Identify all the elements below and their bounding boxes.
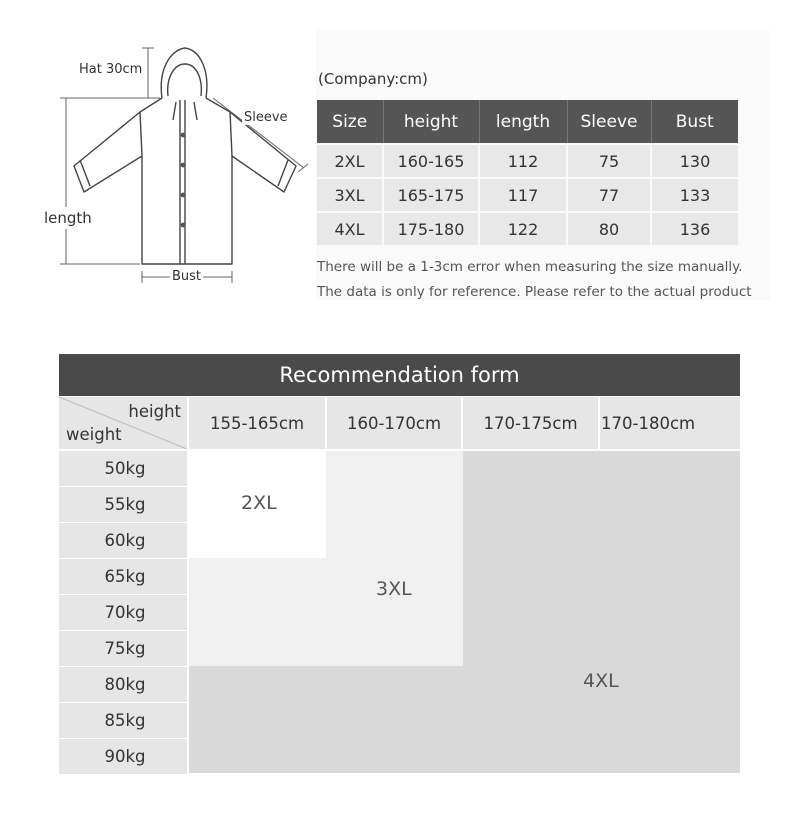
cell-size: 3XL bbox=[317, 178, 383, 212]
height-column-header: 170-175cm bbox=[463, 397, 598, 449]
raincoat-diagram bbox=[30, 40, 320, 300]
cell-length: 117 bbox=[479, 178, 567, 212]
size-table bbox=[317, 100, 738, 245]
weight-row-label: 85kg bbox=[59, 703, 187, 738]
cell-size: 2XL bbox=[317, 144, 383, 178]
cell-height: 160-165 bbox=[383, 144, 479, 178]
weight-row-label: 90kg bbox=[59, 739, 187, 774]
cell-sleeve: 77 bbox=[567, 178, 651, 212]
cell-height: 165-175 bbox=[383, 178, 479, 212]
weight-row-label: 55kg bbox=[59, 487, 187, 522]
table-row bbox=[317, 178, 738, 212]
weight-row-label: 50kg bbox=[59, 451, 187, 486]
error-footnote: There will be a 1-3cm error when measuring the size manually. bbox=[317, 259, 743, 275]
recommendation-title: Recommendation form bbox=[59, 354, 740, 396]
table-row bbox=[317, 212, 738, 245]
weight-row-label: 65kg bbox=[59, 559, 187, 594]
bust-measure-label: Bust bbox=[172, 269, 202, 284]
height-column-header: 160-170cm bbox=[327, 397, 461, 449]
header-sleeve: Sleeve bbox=[567, 100, 651, 144]
header-corner-cell bbox=[59, 397, 187, 449]
cell-bust: 136 bbox=[651, 212, 738, 245]
corner-height-label: height bbox=[128, 402, 181, 421]
header-length: length bbox=[479, 100, 567, 144]
hat-measure-label: Hat 30cm bbox=[79, 62, 143, 77]
zone-label-4xl: 4XL bbox=[583, 670, 619, 692]
header-height: height bbox=[383, 100, 479, 144]
cell-length: 122 bbox=[479, 212, 567, 245]
size-chart-panel bbox=[316, 30, 770, 300]
weight-row-label: 80kg bbox=[59, 667, 187, 702]
cell-bust: 130 bbox=[651, 144, 738, 178]
weight-row-label: 60kg bbox=[59, 523, 187, 558]
cell-length: 112 bbox=[479, 144, 567, 178]
raincoat-illustration bbox=[30, 40, 320, 300]
height-column-header: 170-180cm bbox=[600, 397, 740, 449]
corner-weight-label: weight bbox=[66, 425, 122, 444]
cell-bust: 133 bbox=[651, 178, 738, 212]
header-size: Size bbox=[317, 100, 383, 144]
header-bust: Bust bbox=[651, 100, 738, 144]
zone-label-3xl: 3XL bbox=[376, 578, 412, 600]
unit-note: (Company:cm) bbox=[318, 70, 428, 88]
size-table-header bbox=[317, 100, 738, 144]
table-row bbox=[317, 144, 738, 178]
sleeve-measure-label: Sleeve bbox=[244, 110, 288, 125]
cell-sleeve: 80 bbox=[567, 212, 651, 245]
weight-row-label: 75kg bbox=[59, 631, 187, 666]
cell-size: 4XL bbox=[317, 212, 383, 245]
length-measure-label: length bbox=[44, 209, 92, 227]
height-column-header: 155-165cm bbox=[189, 397, 325, 449]
cell-sleeve: 75 bbox=[567, 144, 651, 178]
weight-row-label: 70kg bbox=[59, 595, 187, 630]
reference-footnote: The data is only for reference. Please refer to the actual product bbox=[317, 284, 752, 300]
cell-height: 175-180 bbox=[383, 212, 479, 245]
zone-label-2xl: 2XL bbox=[241, 492, 277, 514]
